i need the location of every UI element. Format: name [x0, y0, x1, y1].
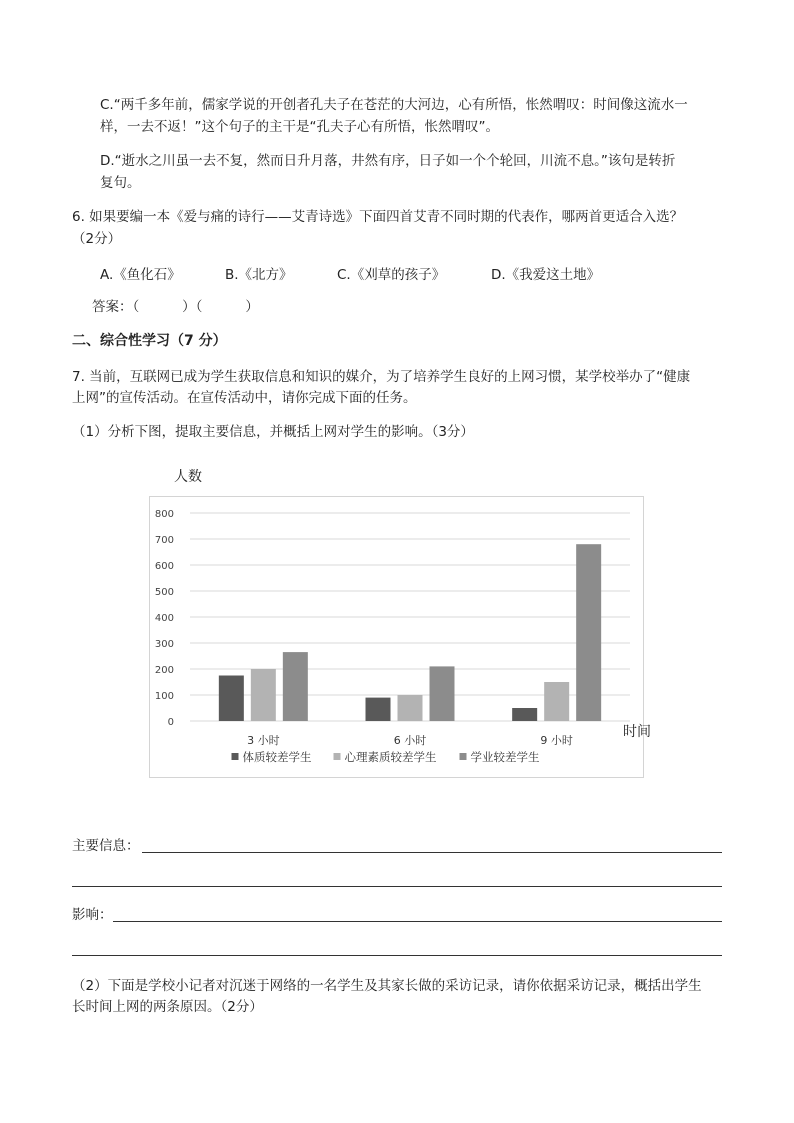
bar [398, 695, 423, 721]
x-tick-label: 6 小时 [393, 734, 427, 747]
legend-swatch [460, 753, 467, 760]
legend-entry: 体质较差学生 [242, 750, 312, 764]
section-2-heading: 二、综合性学习（7 分） [72, 333, 227, 349]
bar-chart [150, 497, 643, 777]
y-tick-label: 200 [154, 665, 174, 676]
question-6-answer: 答案：（ ）（ ） [92, 299, 259, 315]
legend-entry: 心理素质较差学生 [344, 750, 437, 764]
y-tick-label: 700 [154, 535, 174, 546]
option-d-line1: D.“逝水之川虽一去不复，然而日升月落，井然有序，日子如一个个轮回，川流不息。”该句是转折 [100, 153, 676, 169]
y-tick-label: 0 [167, 717, 174, 728]
y-axis-title: 人数 [174, 469, 202, 485]
influence-answer-line[interactable] [113, 921, 722, 922]
legend-entry: 学业较差学生 [470, 750, 540, 764]
question-6-line1: 6. 如果要编一本《爱与痛的诗行——艾青诗选》下面四首艾青不同时期的代表作，哪两首更适合入选？ [72, 209, 684, 225]
question-7-part1: （1）分析下图，提取主要信息，并概括上网对学生的影响。（3分） [72, 424, 474, 440]
question-6-option-d: D.《我爱这土地》 [491, 267, 601, 283]
question-7-line1: 7. 当前，互联网已成为学生获取信息和知识的媒介，为了培养学生良好的上网习惯，某学校举办了“健康 [72, 369, 691, 385]
bar [512, 708, 537, 721]
main-info-answer-line-2[interactable] [72, 886, 722, 887]
bar [366, 698, 391, 721]
question-6-option-a: A.《鱼化石》 [100, 267, 181, 283]
main-info-answer-line[interactable] [142, 852, 722, 853]
x-tick-label: 9 小时 [540, 734, 573, 747]
y-tick-label: 100 [154, 691, 174, 702]
legend-swatch [334, 753, 341, 760]
influence-label: 影响： [72, 907, 113, 923]
option-c-line1: C.“两千多年前，儒家学说的开创者孔夫子在苍茫的大河边，心有所悟，怅然喟叹：时间像这流水一 [100, 97, 688, 113]
bar [544, 682, 569, 721]
x-axis-title: 时间 [623, 724, 651, 740]
question-7-part2-line1: （2）下面是学校小记者对沉迷于网络的一名学生及其家长做的采访记录，请你依据采访记录，概括出学生 [72, 978, 702, 994]
y-tick-label: 600 [154, 561, 174, 572]
question-6-option-b: B.《北方》 [225, 267, 293, 283]
legend-swatch [232, 753, 239, 760]
main-info-label: 主要信息： [72, 838, 140, 854]
bar [251, 669, 276, 721]
option-c-line2: 样，一去不返！”这个句子的主干是“孔夫子心有所悟，怅然喟叹”。 [100, 119, 499, 135]
option-d-line2: 复句。 [100, 175, 141, 191]
bar [219, 676, 244, 722]
y-tick-label: 400 [154, 613, 174, 624]
y-tick-label: 500 [154, 587, 174, 598]
question-7-line2: 上网”的宣传活动。在宣传活动中，请你完成下面的任务。 [72, 390, 417, 406]
question-7-part2-line2: 长时间上网的两条原因。（2分） [72, 999, 263, 1015]
x-tick-label: 3 小时 [247, 734, 280, 747]
chart-frame [149, 496, 644, 778]
influence-answer-line-2[interactable] [72, 955, 722, 956]
bar [430, 666, 455, 721]
bar [576, 544, 601, 721]
question-6-line2: （2分） [72, 231, 122, 247]
bar [283, 652, 308, 721]
y-tick-label: 800 [154, 509, 174, 520]
y-tick-label: 300 [154, 639, 174, 650]
question-6-option-c: C.《刈草的孩子》 [337, 267, 446, 283]
